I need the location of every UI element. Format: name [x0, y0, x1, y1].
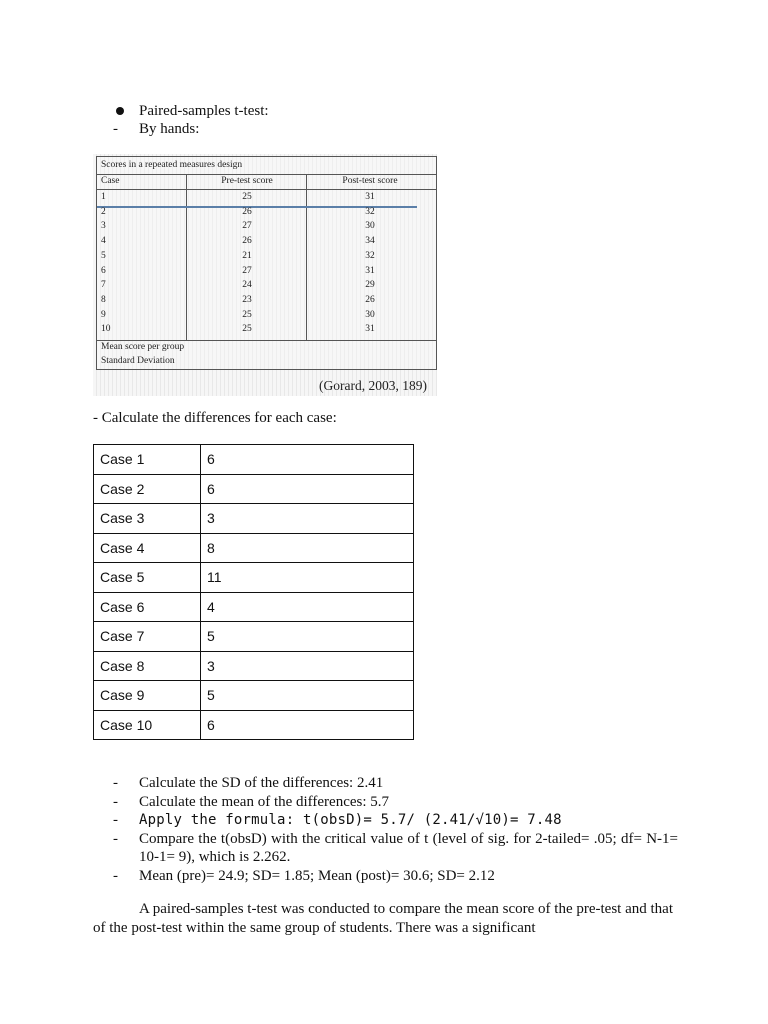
scores-cell-pre: 23: [242, 294, 252, 305]
difference-value: 11: [201, 563, 414, 593]
step-text: Calculate the SD of the differences: 2.41: [139, 775, 384, 791]
scores-cell-case: 3: [101, 221, 106, 232]
dash-marker: -: [113, 812, 118, 828]
scores-row: [97, 236, 436, 251]
scores-row: [97, 280, 436, 295]
dash-marker: -: [113, 775, 118, 791]
case-label: Case 8: [94, 651, 201, 681]
scores-cell-case: 10: [101, 324, 111, 335]
scores-row: [97, 251, 436, 266]
dash-marker: -: [113, 793, 118, 810]
scores-cell-pre: 26: [242, 236, 252, 247]
top-bullet-list: [113, 102, 269, 138]
difference-row: [94, 504, 414, 534]
table-rule: [97, 174, 436, 175]
differences-table: [93, 444, 414, 740]
header-post: Post-test score: [342, 176, 398, 186]
difference-value: 4: [201, 592, 414, 622]
case-label: Case 10: [94, 710, 201, 740]
scores-cell-case: 1: [101, 192, 106, 202]
scores-row: [97, 192, 436, 207]
scores-cell-pre: 24: [242, 280, 252, 291]
header-pre: Pre-test score: [221, 176, 273, 186]
dash-marker: -: [113, 867, 118, 884]
steps-list: [113, 774, 678, 885]
bullet-text: Paired-samples t-test:: [139, 103, 269, 119]
scores-cell-case: 7: [101, 280, 106, 291]
scores-cell-case: 5: [101, 250, 106, 261]
step-text: Apply the formula: t(obsD)= 5.7/ (2.41/√10)= 7.48: [139, 812, 562, 828]
citation: (Gorard, 2003, 189): [319, 378, 427, 393]
scores-cell-pre: 25: [242, 324, 252, 335]
scores-cell-pre: 25: [242, 192, 252, 202]
scores-cell-post: 26: [365, 294, 375, 305]
scores-cell-pre: 25: [242, 309, 252, 320]
scores-cell-post: 30: [365, 221, 375, 232]
difference-value: 5: [201, 622, 414, 652]
case-label: Case 6: [94, 592, 201, 622]
scores-row: [97, 310, 436, 325]
step-text: Calculate the mean of the differences: 5.7: [139, 793, 390, 810]
step-item: [113, 811, 678, 830]
scores-table-frame: [96, 156, 437, 370]
scores-cell-post: 29: [365, 280, 375, 291]
scores-row: [97, 221, 436, 236]
bullet-dot-icon: [113, 102, 139, 120]
scores-row: [97, 207, 436, 222]
scores-cell-case: 8: [101, 294, 106, 305]
conclusion-paragraph: A paired-samples t-test was conducted to compare the mean score of the pre-test and that of the post-test within the same group of students. There was a significant: [93, 901, 673, 936]
scores-cell-post: 31: [365, 265, 375, 276]
dash-marker: -: [113, 121, 118, 137]
difference-row: [94, 445, 414, 475]
case-label: Case 1: [94, 445, 201, 475]
difference-row: [94, 622, 414, 652]
scores-cell-post: 31: [365, 192, 375, 202]
step-text: Mean (pre)= 24.9; SD= 1.85; Mean (post)= 30.6; SD= 2.12: [139, 867, 495, 884]
step-item: [113, 774, 678, 793]
bullet-item: [113, 102, 269, 120]
scores-header-row: [97, 176, 436, 191]
header-case: Case: [101, 176, 120, 186]
case-label: Case 2: [94, 474, 201, 504]
scores-cell-case: 4: [101, 236, 106, 247]
difference-row: [94, 710, 414, 740]
difference-value: 8: [201, 533, 414, 563]
sd-label: Standard Deviation: [101, 356, 175, 366]
scores-cell-post: 30: [365, 309, 375, 320]
scores-cell-post: 31: [365, 324, 375, 335]
scanned-scores-table: [93, 154, 437, 396]
case-label: Case 5: [94, 563, 201, 593]
step-item: [113, 830, 678, 867]
difference-row: [94, 533, 414, 563]
difference-value: 3: [201, 651, 414, 681]
bullet-item: [113, 120, 269, 138]
scores-table-title: Scores in a repeated measures design: [101, 160, 243, 170]
step-item: [113, 793, 678, 812]
difference-row: [94, 474, 414, 504]
scores-cell-pre: 27: [242, 221, 252, 232]
scores-cell-pre: 21: [242, 250, 252, 261]
difference-value: 3: [201, 504, 414, 534]
case-label: Case 7: [94, 622, 201, 652]
case-label: Case 9: [94, 681, 201, 711]
step-item: [113, 867, 678, 886]
difference-row: [94, 681, 414, 711]
scores-cell-case: 2: [101, 206, 106, 217]
scores-cell-pre: 26: [242, 206, 252, 217]
scores-cell-post: 32: [365, 250, 375, 261]
scores-cell-case: 6: [101, 265, 106, 276]
scores-cell-case: 9: [101, 309, 106, 320]
scores-row: [97, 324, 436, 339]
difference-row: [94, 592, 414, 622]
scores-cell-post: 34: [365, 236, 375, 247]
mean-label: Mean score per group: [101, 342, 185, 352]
case-label: Case 3: [94, 504, 201, 534]
difference-value: 6: [201, 474, 414, 504]
step-text: Compare the t(obsD) with the critical value of t (level of sig. for 2-tailed= .05; df= N-1= 10-1= 9), which is 2.262.: [139, 830, 678, 865]
bullet-text: By hands:: [139, 121, 200, 137]
scores-cell-pre: 27: [242, 265, 252, 276]
case-label: Case 4: [94, 533, 201, 563]
calc-heading: - Calculate the differences for each case:: [93, 410, 337, 426]
scores-row: [97, 295, 436, 310]
scores-cell-post: 32: [365, 206, 375, 217]
difference-value: 6: [201, 445, 414, 475]
difference-row: [94, 651, 414, 681]
table-rule: [97, 340, 436, 341]
dash-marker: -: [113, 830, 118, 847]
scores-row: [97, 266, 436, 281]
difference-value: 6: [201, 710, 414, 740]
difference-value: 5: [201, 681, 414, 711]
difference-row: [94, 563, 414, 593]
